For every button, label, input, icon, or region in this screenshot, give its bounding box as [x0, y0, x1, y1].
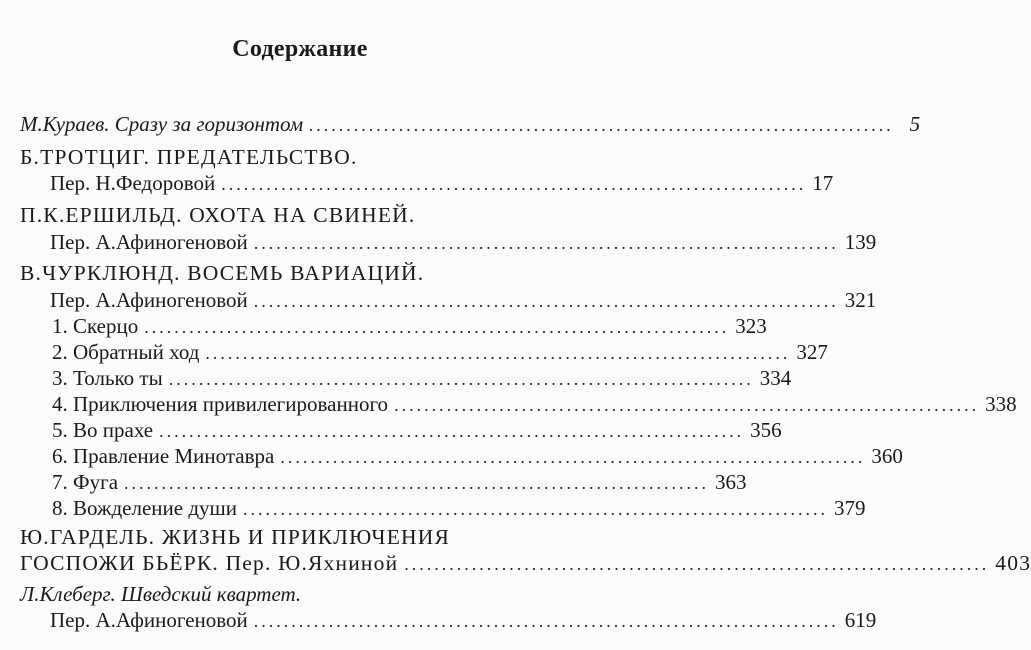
- toc-heading-kleberg[interactable]: [20, 580, 578, 608]
- toc-entry-variation-8[interactable]: [52, 494, 866, 522]
- toc-heading-kershild[interactable]: [20, 201, 578, 229]
- leader-dots: ..............................................................................: [394, 395, 980, 415]
- toc-heading-trotzig[interactable]: [20, 143, 578, 171]
- page-title: Содержание: [232, 36, 368, 62]
- entry-label: 1. Скерцо: [52, 314, 139, 338]
- entry-label: 4. Приключения привилегированного: [52, 392, 389, 416]
- leader-dots: ..............................................................................: [205, 343, 791, 363]
- page-number: 379: [833, 496, 866, 520]
- toc-entry-variation-5[interactable]: [52, 416, 782, 444]
- toc-entry-kleberg-translator[interactable]: [50, 606, 877, 634]
- leader-dots: ..............................................................................: [159, 421, 745, 441]
- entry-label: Л.Клеберг. Шведский квартет.: [20, 582, 302, 606]
- page-number: 338: [985, 392, 1017, 416]
- page-number: 321: [844, 288, 877, 312]
- toc-entry-kuraev[interactable]: [20, 110, 921, 138]
- leader-dots: ..............................................................................: [253, 291, 839, 311]
- page-number: 619: [844, 608, 877, 632]
- entry-label: Б.ТРОТЦИГ. ПРЕДАТЕЛЬСТВО.: [20, 145, 358, 169]
- entry-label: Пер. А.Афиногеновой: [50, 608, 248, 632]
- toc-entry-variation-2[interactable]: [52, 338, 828, 366]
- toc-entry-trotzig-translator[interactable]: [50, 169, 834, 197]
- leader-dots: ..............................................................................: [168, 369, 754, 389]
- leader-dots: ..............................................................................: [404, 554, 990, 574]
- page-number: 5: [909, 112, 921, 136]
- toc-entry-variation-6[interactable]: [52, 442, 903, 470]
- leader-dots: ..............................................................................: [124, 473, 710, 493]
- page-number: 363: [715, 470, 747, 494]
- leader-dots: ..............................................................................: [242, 499, 828, 519]
- toc-entry-variation-4[interactable]: [52, 390, 1017, 418]
- page-number: 360: [871, 444, 903, 468]
- entry-label: Пер. А.Афиногеновой: [50, 288, 248, 312]
- toc-entry-variation-1[interactable]: [52, 312, 767, 340]
- leader-dots: ..............................................................................: [221, 174, 807, 194]
- toc-entry-variation-7[interactable]: [52, 468, 747, 496]
- toc-entry-gardell-continued[interactable]: [20, 549, 1031, 577]
- entry-label: ГОСПОЖИ БЬЁРК. Пер. Ю.Яхниной: [20, 551, 399, 575]
- page-number: 139: [844, 230, 877, 254]
- leader-dots: ..............................................................................: [253, 611, 839, 631]
- leader-dots: ..............................................................................: [280, 447, 866, 467]
- leader-dots: ..............................................................................: [144, 317, 730, 337]
- entry-label: 7. Фуга: [52, 470, 119, 494]
- toc-entry-kershild-translator[interactable]: [50, 228, 877, 256]
- page-number: 17: [812, 171, 834, 195]
- entry-label: 5. Во прахе: [52, 418, 154, 442]
- entry-label: 3. Только ты: [52, 366, 163, 390]
- entry-label: 6. Правление Минотавра: [52, 444, 275, 468]
- entry-label: Ю.ГАРДЕЛЬ. ЖИЗНЬ И ПРИКЛЮЧЕНИЯ: [20, 525, 451, 549]
- page-number: 327: [796, 340, 828, 364]
- toc-heading-churklund[interactable]: [20, 259, 578, 287]
- leader-dots: ..............................................................................: [253, 233, 839, 253]
- toc-heading-gardell[interactable]: [20, 523, 578, 551]
- toc-entry-churklund-translator[interactable]: [50, 286, 877, 314]
- entry-label: М.Кураев. Сразу за горизонтом: [20, 112, 304, 136]
- page-number: 323: [735, 314, 767, 338]
- leader-dots: ..............................................................................: [309, 115, 895, 135]
- entry-label: П.К.ЕРШИЛЬД. ОХОТА НА СВИНЕЙ.: [20, 203, 416, 227]
- page-number: 403: [995, 551, 1031, 575]
- entry-label: В.ЧУРКЛЮНД. ВОСЕМЬ ВАРИАЦИЙ.: [20, 261, 425, 285]
- page-number: 356: [750, 418, 782, 442]
- entry-label: Пер. А.Афиногеновой: [50, 230, 248, 254]
- entry-label: 2. Обратный ход: [52, 340, 200, 364]
- page-number: 334: [759, 366, 792, 390]
- entry-label: 8. Вожделение души: [52, 496, 237, 520]
- entry-label: Пер. Н.Федоровой: [50, 171, 216, 195]
- toc-entry-variation-3[interactable]: [52, 364, 792, 392]
